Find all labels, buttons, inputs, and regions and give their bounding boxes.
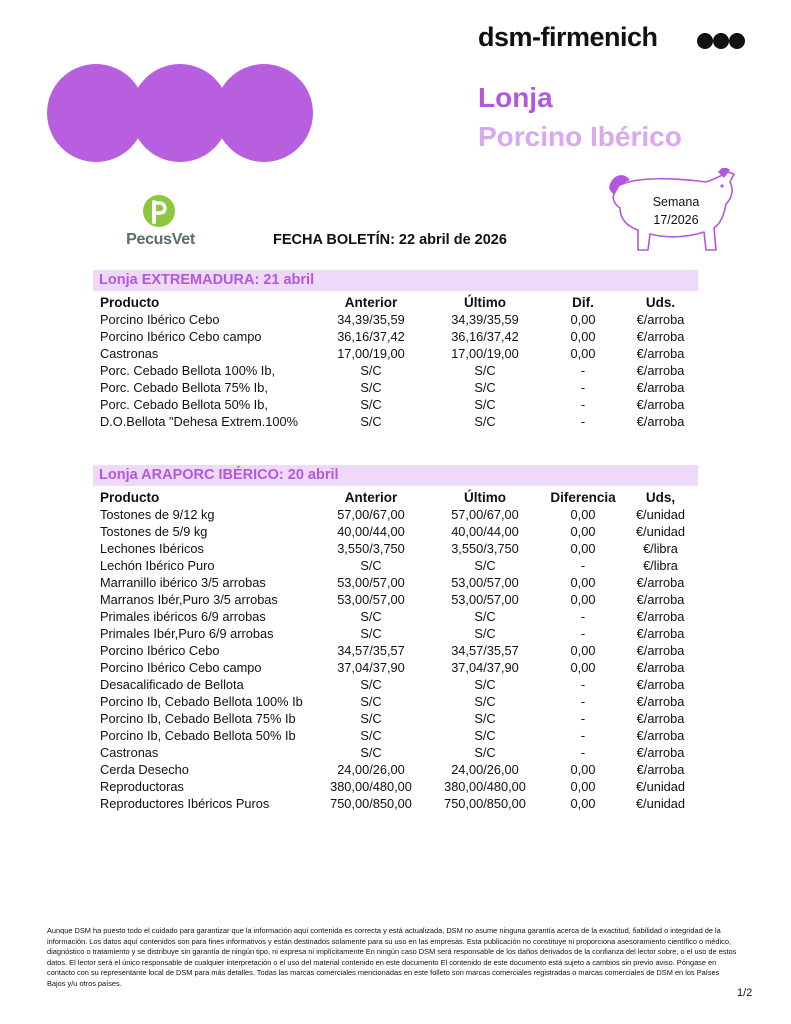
cell-ultimo: S/C — [474, 380, 496, 395]
table-row — [93, 328, 698, 345]
pecusvet-logo — [123, 194, 198, 254]
cell-diferencia: 0,00 — [570, 312, 596, 327]
pecusvet-logo-icon — [142, 194, 176, 228]
cell-ultimo: S/C — [474, 558, 496, 573]
col-header-producto: Producto — [100, 294, 160, 310]
cell-diferencia: - — [580, 728, 586, 743]
cell-unidades: €/arroba — [636, 660, 685, 675]
cell-producto: Primales Ibér,Puro 6/9 arrobas — [100, 626, 274, 641]
table-row — [93, 693, 698, 710]
cell-unidades: €/arroba — [636, 694, 685, 709]
cell-unidades: €/arroba — [636, 711, 685, 726]
cell-anterior: 36,16/37,42 — [337, 329, 405, 344]
cell-ultimo: S/C — [474, 397, 496, 412]
week-label: Semana — [652, 195, 700, 209]
cell-unidades: €/arroba — [636, 728, 685, 743]
bulletin-date: FECHA BOLETÍN: 22 abril de 2026 — [273, 232, 507, 248]
page-number: 1/2 — [737, 987, 753, 999]
cell-unidades: €/arroba — [636, 414, 685, 429]
cell-diferencia: - — [580, 745, 586, 760]
cell-diferencia: - — [580, 558, 586, 573]
cell-producto: Porc. Cebado Bellota 50% Ib, — [100, 397, 268, 412]
col-header-dif: Dif. — [572, 294, 594, 310]
cell-producto: Porc. Cebado Bellota 75% Ib, — [100, 380, 268, 395]
cell-producto: Primales ibéricos 6/9 arrobas — [100, 609, 266, 624]
cell-unidades: €/arroba — [636, 575, 685, 590]
cell-anterior: 53,00/57,00 — [337, 592, 405, 607]
cell-anterior: 57,00/67,00 — [337, 507, 405, 522]
cell-diferencia: 0,00 — [570, 762, 596, 777]
cell-diferencia: 0,00 — [570, 346, 596, 361]
col-header-producto: Producto — [100, 489, 160, 505]
col-header-ultimo: Último — [464, 294, 506, 310]
cell-unidades: €/arroba — [636, 592, 685, 607]
cell-diferencia: - — [580, 626, 586, 641]
cell-unidades: €/libra — [643, 541, 678, 556]
cell-ultimo: 34,39/35,59 — [451, 312, 519, 327]
table-row — [93, 345, 698, 362]
cell-producto: Castronas — [100, 346, 159, 361]
col-header-anterior: Anterior — [344, 294, 398, 310]
cell-unidades: €/unidad — [635, 796, 686, 811]
cell-diferencia: - — [580, 380, 586, 395]
cell-ultimo: 380,00/480,00 — [444, 779, 526, 794]
cell-anterior: S/C — [360, 397, 382, 412]
cell-unidades: €/arroba — [636, 677, 685, 692]
cell-ultimo: 37,04/37,90 — [451, 660, 519, 675]
cell-producto: Tostones de 5/9 kg — [100, 524, 208, 539]
table-row — [93, 506, 698, 523]
brand-dots-logo — [697, 33, 745, 49]
col-header-anterior: Anterior — [344, 489, 398, 505]
cell-producto: Tostones de 9/12 kg — [100, 507, 215, 522]
cell-unidades: €/arroba — [636, 380, 685, 395]
table-row — [93, 574, 698, 591]
cell-producto: Cerda Desecho — [100, 762, 189, 777]
price-table-extremadura — [93, 293, 698, 430]
week-value: 17/2026 — [653, 213, 699, 227]
cell-unidades: €/arroba — [636, 363, 685, 378]
section-header-araporc — [93, 465, 698, 486]
cell-unidades: €/arroba — [636, 643, 685, 658]
cell-diferencia: - — [580, 414, 586, 429]
cell-diferencia: - — [580, 363, 586, 378]
cell-producto: Marranos Ibér,Puro 3/5 arrobas — [100, 592, 278, 607]
cell-anterior: S/C — [360, 380, 382, 395]
cell-anterior: S/C — [360, 558, 382, 573]
cell-diferencia: 0,00 — [570, 592, 596, 607]
table-row — [93, 413, 698, 430]
cell-producto: Lechón Ibérico Puro — [100, 558, 215, 573]
table-row — [93, 523, 698, 540]
cell-diferencia: 0,00 — [570, 524, 596, 539]
cell-ultimo: S/C — [474, 677, 496, 692]
cell-ultimo: S/C — [474, 728, 496, 743]
cell-unidades: €/arroba — [636, 762, 685, 777]
section-title: Lonja ARAPORC IBÉRICO: 20 abril — [99, 467, 339, 483]
cell-producto: Porcino Ibérico Cebo campo — [100, 329, 262, 344]
table-row — [93, 795, 698, 812]
cell-diferencia: - — [580, 677, 586, 692]
cell-producto: Marranillo ibérico 3/5 arrobas — [100, 575, 266, 590]
cell-ultimo: 53,00/57,00 — [451, 575, 519, 590]
cell-producto: D.O.Bellota "Dehesa Extrem.100% — [100, 414, 299, 429]
cell-ultimo: 3,550/3,750 — [451, 541, 519, 556]
cell-ultimo: S/C — [474, 609, 496, 624]
cell-anterior: S/C — [360, 694, 382, 709]
col-header-ultimo: Último — [464, 489, 506, 505]
cell-ultimo: S/C — [474, 711, 496, 726]
cell-ultimo: 34,57/35,57 — [451, 643, 519, 658]
cell-producto: Porcino Ibérico Cebo — [100, 312, 220, 327]
table-row — [93, 557, 698, 574]
week-badge — [636, 193, 716, 229]
table-row — [93, 311, 698, 328]
table-row — [93, 659, 698, 676]
cell-ultimo: 57,00/67,00 — [451, 507, 519, 522]
table-row — [93, 362, 698, 379]
cell-ultimo: S/C — [474, 745, 496, 760]
cell-diferencia: 0,00 — [570, 643, 596, 658]
cell-anterior: 53,00/57,00 — [337, 575, 405, 590]
table-row — [93, 591, 698, 608]
table-header-row — [93, 488, 698, 506]
cell-anterior: 24,00/26,00 — [337, 762, 405, 777]
table-row — [93, 710, 698, 727]
decorative-circles — [47, 64, 313, 162]
cell-producto: Porcino Ib, Cebado Bellota 75% Ib — [100, 711, 296, 726]
cell-unidades: €/arroba — [636, 626, 685, 641]
cell-anterior: S/C — [360, 626, 382, 641]
cell-diferencia: 0,00 — [570, 796, 596, 811]
table-row — [93, 625, 698, 642]
table-row — [93, 778, 698, 795]
cell-unidades: €/arroba — [636, 329, 685, 344]
cell-ultimo: S/C — [474, 363, 496, 378]
section-title: Lonja EXTREMADURA: 21 abril — [99, 272, 315, 288]
cell-unidades: €/unidad — [635, 507, 686, 522]
cell-diferencia: - — [580, 397, 586, 412]
cell-anterior: 40,00/44,00 — [337, 524, 405, 539]
cell-producto: Reproductores Ibéricos Puros — [100, 796, 270, 811]
cell-diferencia: - — [580, 609, 586, 624]
cell-ultimo: 53,00/57,00 — [451, 592, 519, 607]
table-row — [93, 540, 698, 557]
cell-producto: Lechones Ibéricos — [100, 541, 204, 556]
cell-unidades: €/libra — [643, 558, 678, 573]
cell-anterior: 37,04/37,90 — [337, 660, 405, 675]
cell-unidades: €/arroba — [636, 397, 685, 412]
cell-anterior: S/C — [360, 711, 382, 726]
cell-unidades: €/arroba — [636, 609, 685, 624]
cell-ultimo: 36,16/37,42 — [451, 329, 519, 344]
cell-diferencia: 0,00 — [570, 541, 596, 556]
cell-ultimo: S/C — [474, 626, 496, 641]
cell-producto: Porcino Ibérico Cebo — [100, 643, 220, 658]
price-table-araporc — [93, 488, 698, 812]
cell-producto: Porcino Ib, Cebado Bellota 100% Ib — [100, 694, 303, 709]
section-header-extremadura — [93, 270, 698, 291]
cell-anterior: 3,550/3,750 — [337, 541, 405, 556]
cell-anterior: S/C — [360, 677, 382, 692]
cell-unidades: €/unidad — [635, 779, 686, 794]
pecusvet-logo-text: PecusVet — [126, 231, 195, 248]
cell-diferencia: 0,00 — [570, 660, 596, 675]
legal-disclaimer: Aunque DSM ha puesto todo el cuidado para garantizar que la información aquí contenida es correcta y está actualizada, DSM no asume ninguna garantía acerca de la exactitud, fiabilidad o integridad de la información. Los datos aquí contenidos son para fines informativos y están destinados solamente para su uso en las empresas. Esta publicación no constituye ni proporciona asesoramiento científico o médico, diagnóstico o tratamiento y se distribuye sin garantía de ningún tipo, ni expresa ni implícitamente En ningún caso DSM será responsable de los daños derivados de la confianza del lector sobre, o el uso de estos datos. El lector será el único responsable de cualquier interpretación o el uso del material contenido en este documento El contenido de este documento está sujeto a cambios sin previo aviso. Póngase en contacto con su representante local de DSM para más detalles. Todas las marcas comerciales mencionadas en este folleto son marcas comerciales registradas o marcas comerciales de DSM en los Países Bajos y/u otros países. — [47, 926, 737, 988]
col-header-uds: Uds. — [645, 294, 676, 310]
cell-anterior: S/C — [360, 728, 382, 743]
cell-unidades: €/unidad — [635, 524, 686, 539]
cell-diferencia: 0,00 — [570, 329, 596, 344]
col-header-diferencia: Diferencia — [550, 489, 616, 505]
cell-ultimo: 750,00/850,00 — [444, 796, 526, 811]
cell-ultimo: 24,00/26,00 — [451, 762, 519, 777]
cell-anterior: S/C — [360, 414, 382, 429]
cell-diferencia: 0,00 — [570, 575, 596, 590]
table-row — [93, 744, 698, 761]
cell-anterior: 34,57/35,57 — [337, 643, 405, 658]
cell-diferencia: - — [580, 711, 586, 726]
cell-anterior: 750,00/850,00 — [330, 796, 412, 811]
cell-producto: Castronas — [100, 745, 159, 760]
brand-name: dsm-firmenich — [478, 22, 658, 52]
cell-unidades: €/arroba — [636, 745, 685, 760]
table-header-row — [93, 293, 698, 311]
table-row — [93, 727, 698, 744]
cell-ultimo: 40,00/44,00 — [451, 524, 519, 539]
cell-ultimo: S/C — [474, 414, 496, 429]
table-row — [93, 608, 698, 625]
cell-producto: Reproductoras — [100, 779, 184, 794]
cell-ultimo: S/C — [474, 694, 496, 709]
cell-producto: Porcino Ib, Cebado Bellota 50% Ib — [100, 728, 296, 743]
cell-anterior: 380,00/480,00 — [330, 779, 412, 794]
cell-diferencia: - — [580, 694, 586, 709]
cell-diferencia: 0,00 — [570, 779, 596, 794]
col-header-uds: Uds, — [645, 489, 676, 505]
cell-ultimo: 17,00/19,00 — [451, 346, 519, 361]
cell-producto: Porcino Ibérico Cebo campo — [100, 660, 262, 675]
cell-anterior: 34,39/35,59 — [337, 312, 405, 327]
table-row — [93, 379, 698, 396]
cell-diferencia: 0,00 — [570, 507, 596, 522]
table-row — [93, 676, 698, 693]
cell-unidades: €/arroba — [636, 346, 685, 361]
cell-anterior: 17,00/19,00 — [337, 346, 405, 361]
cell-anterior: S/C — [360, 609, 382, 624]
cell-unidades: €/arroba — [636, 312, 685, 327]
cell-anterior: S/C — [360, 745, 382, 760]
table-row — [93, 642, 698, 659]
page-title: Lonja — [478, 82, 553, 113]
table-row — [93, 761, 698, 778]
cell-anterior: S/C — [360, 363, 382, 378]
table-row — [93, 396, 698, 413]
page-subtitle: Porcino Ibérico — [478, 121, 682, 152]
cell-producto: Desacalificado de Bellota — [100, 677, 244, 692]
cell-producto: Porc. Cebado Bellota 100% Ib, — [100, 363, 276, 378]
